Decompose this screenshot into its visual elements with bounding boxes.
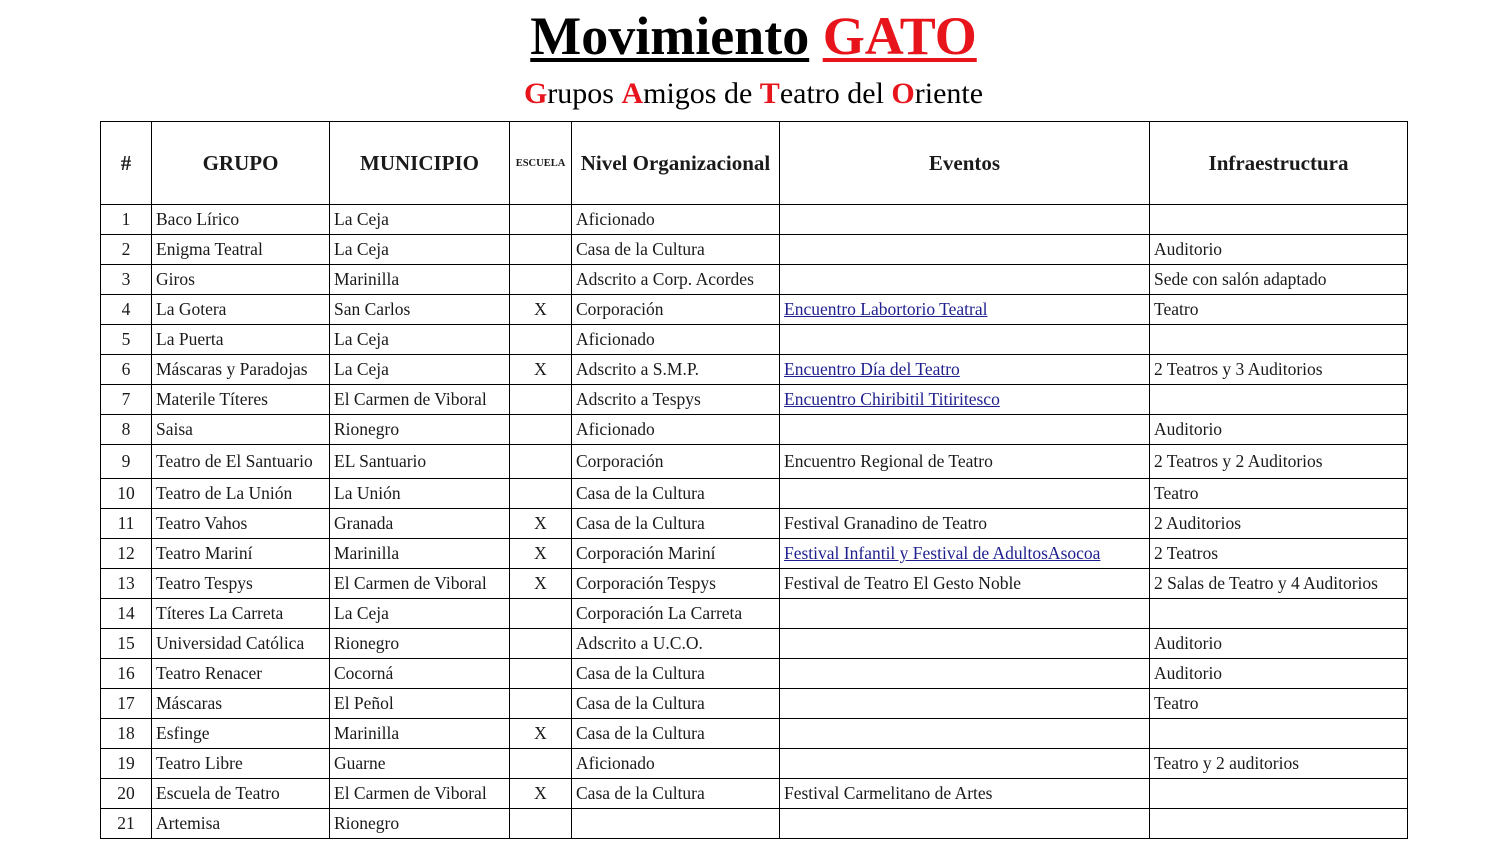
table-row — [101, 629, 1408, 659]
column-header-municipio: MUNICIPIO — [330, 122, 510, 205]
cell-eventos — [780, 385, 1150, 415]
cell-number: 16 — [101, 659, 152, 689]
page-title — [0, 6, 1507, 66]
cell-escuela: X — [510, 509, 572, 539]
cell-number: 3 — [101, 265, 152, 295]
column-header-infraestructura: Infraestructura — [1150, 122, 1408, 205]
cell-infraestructura: 2 Teatros y 2 Auditorios — [1150, 445, 1408, 479]
cell-infraestructura — [1150, 809, 1408, 839]
cell-escuela — [510, 325, 572, 355]
cell-escuela — [510, 205, 572, 235]
cell-grupo: Teatro Mariní — [152, 539, 330, 569]
cell-escuela — [510, 629, 572, 659]
cell-infraestructura — [1150, 779, 1408, 809]
cell-grupo: Baco Lírico — [152, 205, 330, 235]
cell-number: 9 — [101, 445, 152, 479]
subtitle-accent-letter: T — [759, 77, 780, 110]
cell-escuela — [510, 235, 572, 265]
cell-infraestructura — [1150, 385, 1408, 415]
cell-nivel: Aficionado — [572, 205, 780, 235]
table-row — [101, 445, 1408, 479]
cell-grupo: Teatro de La Unión — [152, 479, 330, 509]
cell-nivel: Adscrito a S.M.P. — [572, 355, 780, 385]
cell-nivel: Casa de la Cultura — [572, 509, 780, 539]
cell-number: 6 — [101, 355, 152, 385]
cell-grupo: Enigma Teatral — [152, 235, 330, 265]
cell-eventos — [780, 719, 1150, 749]
cell-municipio: La Ceja — [330, 355, 510, 385]
cell-eventos — [780, 809, 1150, 839]
cell-number: 15 — [101, 629, 152, 659]
cell-municipio: Cocorná — [330, 659, 510, 689]
cell-eventos — [780, 599, 1150, 629]
cell-grupo: Máscaras — [152, 689, 330, 719]
cell-nivel: Casa de la Cultura — [572, 479, 780, 509]
cell-eventos — [780, 355, 1150, 385]
cell-grupo: Teatro de El Santuario — [152, 445, 330, 479]
cell-eventos — [780, 749, 1150, 779]
cell-grupo: Teatro Renacer — [152, 659, 330, 689]
cell-nivel: Corporación — [572, 445, 780, 479]
cell-municipio: La Unión — [330, 479, 510, 509]
cell-nivel: Adscrito a Tespys — [572, 385, 780, 415]
cell-number: 12 — [101, 539, 152, 569]
cell-infraestructura: Auditorio — [1150, 415, 1408, 445]
table-row — [101, 719, 1408, 749]
table-row — [101, 689, 1408, 719]
cell-municipio: El Peñol — [330, 689, 510, 719]
cell-grupo: Esfinge — [152, 719, 330, 749]
table-row — [101, 265, 1408, 295]
cell-infraestructura: Teatro — [1150, 479, 1408, 509]
cell-eventos — [780, 479, 1150, 509]
cell-municipio: Rionegro — [330, 415, 510, 445]
cell-municipio: La Ceja — [330, 599, 510, 629]
cell-nivel: Aficionado — [572, 415, 780, 445]
cell-grupo: La Puerta — [152, 325, 330, 355]
cell-escuela: X — [510, 569, 572, 599]
cell-number: 11 — [101, 509, 152, 539]
subtitle-accent-letter: G — [523, 77, 548, 110]
cell-infraestructura: 2 Teatros y 3 Auditorios — [1150, 355, 1408, 385]
cell-number: 7 — [101, 385, 152, 415]
cell-municipio: Guarne — [330, 749, 510, 779]
cell-municipio: Marinilla — [330, 265, 510, 295]
cell-nivel: Aficionado — [572, 749, 780, 779]
cell-number: 10 — [101, 479, 152, 509]
cell-escuela: X — [510, 295, 572, 325]
cell-eventos: Encuentro Regional de Teatro — [780, 445, 1150, 479]
cell-infraestructura: Auditorio — [1150, 659, 1408, 689]
column-header-nivel: Nivel Organizacional — [572, 122, 780, 205]
cell-municipio: El Carmen de Viboral — [330, 779, 510, 809]
cell-number: 17 — [101, 689, 152, 719]
cell-grupo: Artemisa — [152, 809, 330, 839]
cell-eventos — [780, 689, 1150, 719]
cell-number: 14 — [101, 599, 152, 629]
cell-grupo: Teatro Vahos — [152, 509, 330, 539]
cell-nivel: Aficionado — [572, 325, 780, 355]
subtitle-word: riente — [914, 77, 984, 110]
cell-escuela — [510, 415, 572, 445]
cell-municipio: Marinilla — [330, 719, 510, 749]
cell-municipio: Rionegro — [330, 809, 510, 839]
subtitle-word: rupos — [547, 77, 622, 110]
cell-nivel: Casa de la Cultura — [572, 719, 780, 749]
column-header-escuela: ESCUELA — [510, 122, 572, 205]
cell-escuela — [510, 689, 572, 719]
cell-eventos — [780, 235, 1150, 265]
table-body — [101, 205, 1408, 839]
table-row — [101, 295, 1408, 325]
cell-infraestructura: Teatro y 2 auditorios — [1150, 749, 1408, 779]
event-link[interactable]: Encuentro Día del Teatro — [784, 359, 960, 379]
cell-grupo: Títeres La Carreta — [152, 599, 330, 629]
cell-number: 2 — [101, 235, 152, 265]
cell-municipio: Marinilla — [330, 539, 510, 569]
cell-municipio: Rionegro — [330, 629, 510, 659]
cell-municipio: La Ceja — [330, 235, 510, 265]
cell-grupo: Máscaras y Paradojas — [152, 355, 330, 385]
cell-eventos: Festival de Teatro El Gesto Noble — [780, 569, 1150, 599]
cell-nivel: Corporación — [572, 295, 780, 325]
cell-grupo: Giros — [152, 265, 330, 295]
cell-nivel: Corporación Tespys — [572, 569, 780, 599]
cell-infraestructura — [1150, 205, 1408, 235]
table-row — [101, 205, 1408, 235]
cell-infraestructura — [1150, 325, 1408, 355]
cell-eventos — [780, 539, 1150, 569]
cell-municipio: San Carlos — [330, 295, 510, 325]
cell-escuela: X — [510, 779, 572, 809]
column-header-grupo: GRUPO — [152, 122, 330, 205]
table-row — [101, 415, 1408, 445]
cell-eventos — [780, 265, 1150, 295]
cell-escuela: X — [510, 355, 572, 385]
cell-municipio: La Ceja — [330, 325, 510, 355]
cell-municipio: El Carmen de Viboral — [330, 569, 510, 599]
cell-grupo: Teatro Tespys — [152, 569, 330, 599]
cell-number: 18 — [101, 719, 152, 749]
event-link[interactable]: Encuentro Chiribitil Titiritesco — [784, 389, 1000, 409]
cell-escuela — [510, 749, 572, 779]
cell-number: 5 — [101, 325, 152, 355]
cell-nivel: Casa de la Cultura — [572, 779, 780, 809]
cell-eventos — [780, 415, 1150, 445]
cell-number: 4 — [101, 295, 152, 325]
cell-municipio: La Ceja — [330, 205, 510, 235]
cell-escuela — [510, 809, 572, 839]
cell-nivel — [572, 809, 780, 839]
table-row — [101, 749, 1408, 779]
cell-eventos — [780, 629, 1150, 659]
table-row — [101, 599, 1408, 629]
cell-nivel: Adscrito a U.C.O. — [572, 629, 780, 659]
cell-infraestructura: 2 Salas de Teatro y 4 Auditorios — [1150, 569, 1408, 599]
event-link[interactable]: Encuentro Labortorio Teatral — [784, 299, 988, 319]
event-link[interactable]: Festival Infantil y Festival de AdultosAsocoa — [784, 543, 1101, 563]
cell-infraestructura: Auditorio — [1150, 235, 1408, 265]
cell-number: 1 — [101, 205, 152, 235]
cell-infraestructura: 2 Auditorios — [1150, 509, 1408, 539]
cell-nivel: Corporación Mariní — [572, 539, 780, 569]
cell-number: 21 — [101, 809, 152, 839]
table-row — [101, 659, 1408, 689]
subtitle-accent-letter: A — [621, 77, 644, 110]
cell-infraestructura: Auditorio — [1150, 629, 1408, 659]
cell-grupo: Escuela de Teatro — [152, 779, 330, 809]
cell-escuela — [510, 385, 572, 415]
cell-infraestructura: Teatro — [1150, 689, 1408, 719]
table-row — [101, 569, 1408, 599]
cell-escuela: X — [510, 719, 572, 749]
cell-escuela: X — [510, 539, 572, 569]
column-header-eventos: Eventos — [780, 122, 1150, 205]
cell-eventos — [780, 325, 1150, 355]
page-subtitle — [0, 76, 1507, 112]
subtitle-word: migos de — [643, 77, 760, 110]
subtitle-accent-letter: O — [891, 77, 915, 110]
cell-grupo: Universidad Católica — [152, 629, 330, 659]
cell-eventos: Festival Granadino de Teatro — [780, 509, 1150, 539]
table-row — [101, 509, 1408, 539]
cell-eventos — [780, 659, 1150, 689]
cell-eventos — [780, 205, 1150, 235]
cell-eventos — [780, 295, 1150, 325]
cell-infraestructura — [1150, 719, 1408, 749]
table-row — [101, 779, 1408, 809]
table-row — [101, 539, 1408, 569]
cell-escuela — [510, 479, 572, 509]
table-header-row — [101, 122, 1408, 205]
cell-municipio: EL Santuario — [330, 445, 510, 479]
table-row — [101, 355, 1408, 385]
cell-nivel: Adscrito a Corp. Acordes — [572, 265, 780, 295]
column-header-number: # — [101, 122, 152, 205]
cell-infraestructura: 2 Teatros — [1150, 539, 1408, 569]
cell-escuela — [510, 599, 572, 629]
cell-escuela — [510, 265, 572, 295]
cell-grupo: La Gotera — [152, 295, 330, 325]
table-row — [101, 235, 1408, 265]
cell-grupo: Teatro Libre — [152, 749, 330, 779]
cell-infraestructura: Sede con salón adaptado — [1150, 265, 1408, 295]
cell-infraestructura: Teatro — [1150, 295, 1408, 325]
cell-number: 8 — [101, 415, 152, 445]
table-row — [101, 809, 1408, 839]
table-row — [101, 479, 1408, 509]
cell-nivel: Casa de la Cultura — [572, 235, 780, 265]
cell-municipio: Granada — [330, 509, 510, 539]
title-part-gato: GATO — [822, 6, 977, 66]
subtitle-word: eatro del — [779, 77, 892, 110]
cell-number: 20 — [101, 779, 152, 809]
cell-escuela — [510, 445, 572, 479]
groups-table — [100, 121, 1408, 839]
cell-municipio: El Carmen de Viboral — [330, 385, 510, 415]
cell-nivel: Casa de la Cultura — [572, 689, 780, 719]
cell-number: 13 — [101, 569, 152, 599]
cell-grupo: Materile Títeres — [152, 385, 330, 415]
cell-number: 19 — [101, 749, 152, 779]
cell-infraestructura — [1150, 599, 1408, 629]
table-row — [101, 325, 1408, 355]
cell-escuela — [510, 659, 572, 689]
cell-eventos: Festival Carmelitano de Artes — [780, 779, 1150, 809]
cell-grupo: Saisa — [152, 415, 330, 445]
table-row — [101, 385, 1408, 415]
title-part-movimiento: Movimiento — [530, 6, 810, 66]
cell-nivel: Casa de la Cultura — [572, 659, 780, 689]
cell-nivel: Corporación La Carreta — [572, 599, 780, 629]
